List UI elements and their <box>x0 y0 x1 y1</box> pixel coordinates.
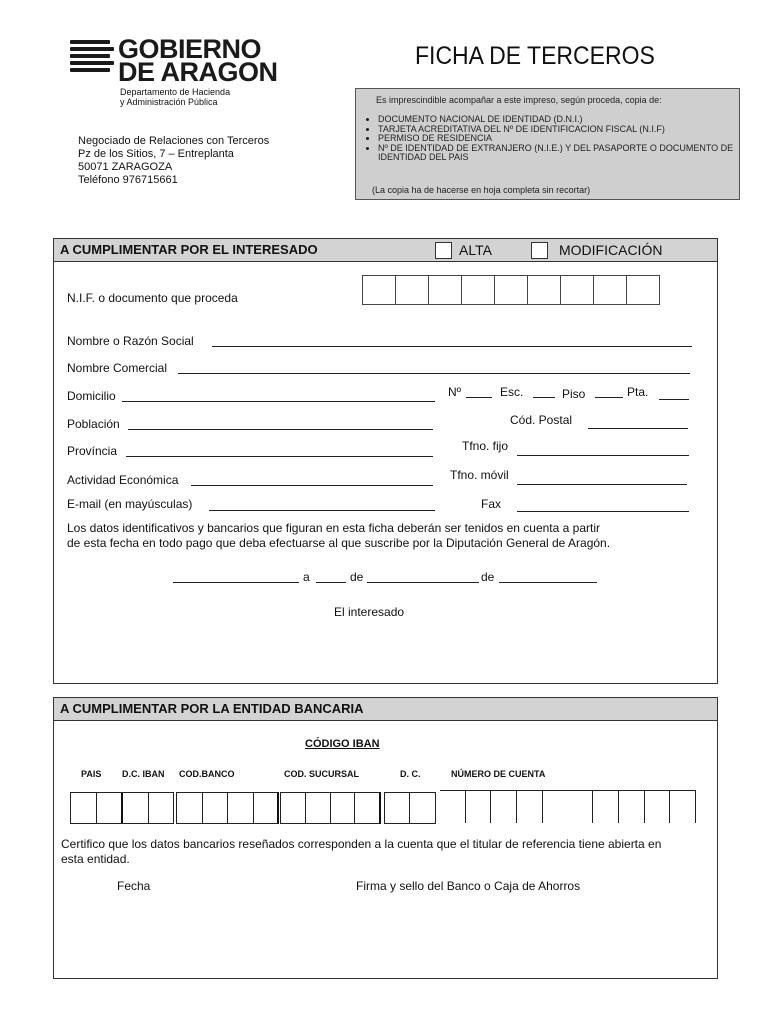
firma-label: Firma y sello del Banco o Caja de Ahorros <box>356 879 581 893</box>
page-title: FICHA DE TERCEROS <box>415 42 655 70</box>
notice-intro: Es imprescindible acompañar a este impreso, según proceda, copia de: <box>376 95 662 105</box>
actividad-field[interactable] <box>191 485 433 486</box>
iban-pais-dc-cells[interactable] <box>70 792 174 824</box>
date-year-field[interactable] <box>499 582 597 583</box>
office-line1: Negociado de Relaciones con Terceros <box>78 135 270 147</box>
department-line2: y Administración Pública <box>120 97 218 107</box>
office-line4: Teléfono 976715661 <box>78 174 178 186</box>
notice-footer: (La copia ha de hacerse en hoja completa sin recortar) <box>372 185 591 195</box>
domicilio-field[interactable] <box>122 401 435 402</box>
date-a-label: a <box>303 570 310 584</box>
logo-text <box>118 34 278 87</box>
logo-line2: DE ARAGON <box>118 57 278 87</box>
notice-box <box>355 88 740 200</box>
comercial-field[interactable] <box>178 373 690 374</box>
modificacion-checkbox[interactable] <box>531 242 548 259</box>
nif-input-cells[interactable] <box>363 275 660 305</box>
iban-cuenta-cells[interactable] <box>440 790 696 823</box>
office-line3: 50071 ZARAGOZA <box>78 161 173 173</box>
date-month-field[interactable] <box>367 582 479 583</box>
tmovil-field[interactable] <box>517 484 687 485</box>
section-interesado-title: A CUMPLIMENTAR POR EL INTERESADO <box>60 242 318 257</box>
fax-label: Fax <box>481 497 502 511</box>
email-field[interactable] <box>209 510 435 511</box>
cp-label: Cód. Postal <box>510 413 573 427</box>
fax-field[interactable] <box>517 511 689 512</box>
col-dciban: D.C. IBAN <box>122 769 165 779</box>
section-interesado-header <box>54 239 717 262</box>
col-pais: PAIS <box>81 769 102 779</box>
notice-list <box>362 115 743 163</box>
escalera-label: Esc. <box>500 385 524 399</box>
modificacion-label: MODIFICACIÓN <box>559 242 663 258</box>
domicilio-label: Domicilio <box>67 389 116 403</box>
tfijo-field[interactable] <box>517 455 689 456</box>
col-cuenta: NÚMERO DE CUENTA <box>451 769 546 779</box>
escalera-field[interactable] <box>533 397 555 398</box>
tmovil-label: Tfno. móvil <box>450 468 509 482</box>
tfijo-label: Tfno. fijo <box>462 439 509 453</box>
col-sucursal: COD. SUCURSAL <box>284 769 360 779</box>
alta-label: ALTA <box>459 242 492 258</box>
department-line1: Departamento de Hacienda <box>120 87 231 97</box>
section-bancaria-header <box>54 698 717 721</box>
cp-field[interactable] <box>588 428 688 429</box>
piso-label: Piso <box>562 387 586 401</box>
alta-checkbox[interactable] <box>435 242 452 259</box>
office-address <box>78 135 269 187</box>
cert-text <box>61 837 661 867</box>
nombre-label: Nombre o Razón Social <box>67 334 194 348</box>
notice-item: • TARJETA ACREDITATIVA DEL Nº DE IDENTIFICACION FISCAL (N.I.F) <box>378 125 743 135</box>
iban-title: CÓDIGO IBAN <box>305 738 380 750</box>
iban-sucursal-cells[interactable] <box>280 792 381 824</box>
logo-mark-icon <box>70 40 114 75</box>
numero-field[interactable] <box>466 397 492 398</box>
provincia-label: Província <box>67 444 118 458</box>
date-de1-label: de <box>350 570 364 584</box>
col-banco: COD.BANCO <box>179 769 235 779</box>
col-dc: D. C. <box>400 769 421 779</box>
poblacion-label: Población <box>67 417 120 431</box>
cert-line1: Certifico que los datos bancarios reseñados corresponden a la cuenta que el titular de referencia tiene abierta en <box>61 837 662 851</box>
notice-item: • PERMISO DE RESIDENCIA <box>378 134 743 144</box>
date-day-field[interactable] <box>316 582 346 583</box>
piso-field[interactable] <box>595 397 623 398</box>
logo-line1: GOBIERNO <box>118 34 262 64</box>
puerta-label: Pta. <box>627 385 649 399</box>
legal-text <box>67 521 610 551</box>
poblacion-field[interactable] <box>128 429 433 430</box>
nombre-field[interactable] <box>212 346 692 347</box>
actividad-label: Actividad Económica <box>67 473 179 487</box>
office-line2: Pz de los Sitios, 7 – Entreplanta <box>78 148 234 160</box>
nif-label: N.I.F. o documento que proceda <box>67 291 238 305</box>
email-label: E-mail (en mayúsculas) <box>67 497 193 511</box>
section-bancaria-title: A CUMPLIMENTAR POR LA ENTIDAD BANCARIA <box>60 701 364 716</box>
date-place-field[interactable] <box>173 582 299 583</box>
legal-line1: Los datos identificativos y bancarios que figuran en esta ficha deberán ser tenidos en cuenta a partir <box>67 521 600 535</box>
iban-dc-cells[interactable] <box>384 792 436 824</box>
date-de2-label: de <box>481 570 495 584</box>
iban-banco-cells[interactable] <box>176 792 279 824</box>
puerta-field[interactable] <box>659 399 689 400</box>
notice-item: • DOCUMENTO NACIONAL DE IDENTIDAD (D.N.I.) <box>378 115 743 125</box>
fecha-label: Fecha <box>117 879 151 893</box>
legal-line2: de esta fecha en todo pago que deba efectuarse al que suscribe por la Diputación General de Aragón. <box>67 536 611 550</box>
signature-label: El interesado <box>334 605 405 619</box>
numero-label: Nº <box>448 385 462 399</box>
cert-line2: esta entidad. <box>61 852 130 866</box>
comercial-label: Nombre Comercial <box>67 361 168 375</box>
provincia-field[interactable] <box>126 456 433 457</box>
notice-item: • Nº DE IDENTIDAD DE EXTRANJERO (N.I.E.) Y DEL PASAPORTE O DOCUMENTO DE IDENTIDAD DEL PAIS <box>378 144 743 163</box>
department <box>120 87 230 107</box>
